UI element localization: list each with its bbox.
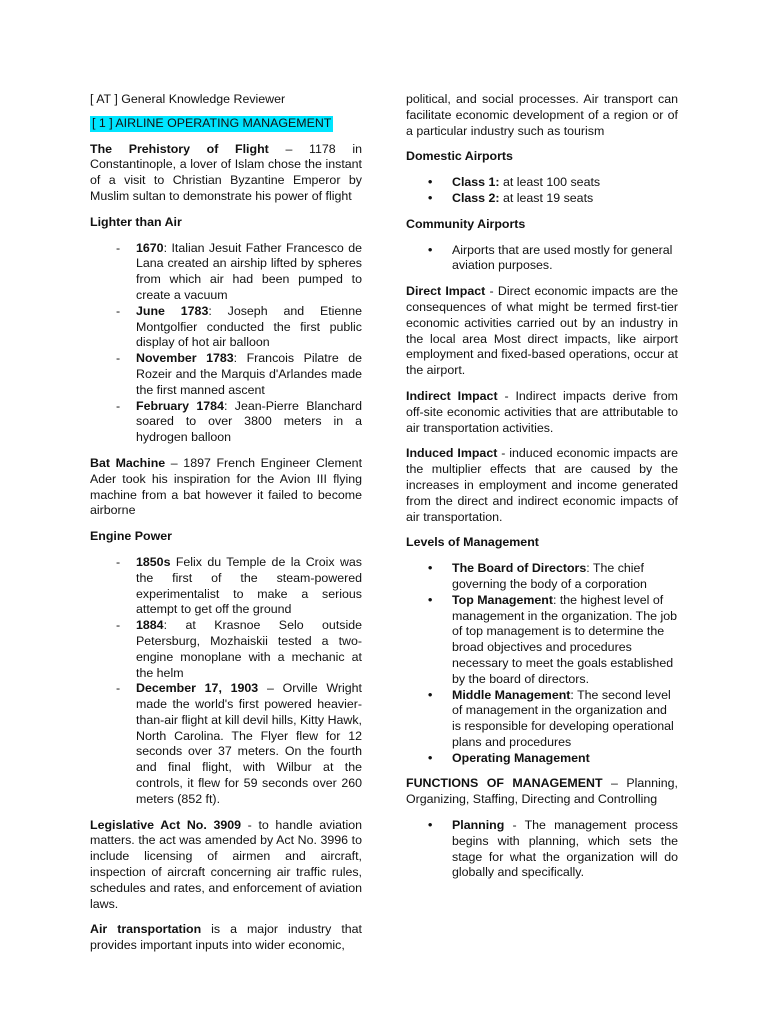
indirect-impact-text: - Indirect impacts derive from off-site economic activities that are attributable to air transportation activities. [406,388,678,435]
item-term: Planning [452,818,505,833]
item-term: June 1783 [136,303,209,318]
air-transport-paragraph [90,922,362,954]
engine-power-list [90,555,362,808]
list-item [406,561,678,593]
functions-text: – Planning, Organizing, Staffing, Directing and Controlling [406,776,678,807]
item-text: at least 19 seats [499,190,594,205]
item-term: 1850s [136,554,171,569]
indirect-impact-term: Indirect Impact [406,388,498,403]
domestic-airports-heading: Domestic Airports [406,149,513,164]
list-item [406,751,678,767]
item-term: Class 1: [452,175,500,190]
air-transport-continued: political, and social processes. Air transport can facilitate economic development of a region or of a particular industry such as tourism [406,92,678,138]
levels-of-management-list [406,561,678,766]
item-text: : at Krasnoe Selo outside Petersburg, Mozhaiskii tested a two-engine monoplane with a mechanic at the helm [136,618,362,680]
item-text: Felix du Temple de la Croix was the first of the steam-powered experimentalist to make a serious attempt to get off the ground [136,554,362,617]
list-item [90,555,362,618]
list-item [406,191,678,207]
list-item [90,241,362,304]
indirect-impact-paragraph [406,389,678,436]
list-item [90,304,362,351]
document-title: [ AT ] General Knowledge Reviewer [90,92,286,106]
lighter-than-air-heading: Lighter than Air [90,214,182,229]
legislative-term: Legislative Act No. 3909 [90,817,242,832]
item-text: : Jean-Pierre Blanchard soared to over 3800 meters in a hydrogen balloon [136,398,363,445]
list-item [406,243,678,275]
item-term: November 1783 [136,351,234,366]
section-title: [ 1 ] AIRLINE OPERATING MANAGEMENT [92,115,332,130]
list-item [406,688,678,751]
direct-impact-text: - Direct economic impacts are the consequences of what might be termed first-tier economic activities carried out by an industry in the local area Most direct impacts, like airport employment and fixed-based operations, occur at the airport. [406,284,678,378]
list-item [90,681,362,807]
left-column [90,92,362,964]
induced-impact-paragraph [406,446,678,525]
functions-paragraph [406,776,678,808]
lighter-than-air-list [90,241,362,446]
right-column [406,92,678,891]
item-term: Class 2: [452,190,500,205]
levels-of-management-heading: Levels of Management [406,535,539,550]
item-term: Middle Management [452,687,571,702]
item-term: Operating Management [452,750,590,765]
item-text: at least 100 seats [499,175,601,190]
item-term: The Board of Directors [452,561,587,576]
induced-impact-term: Induced Impact [406,446,498,461]
legislative-text: - to handle aviation matters. the act was amended by Act No. 3996 to include licensing of airmen and aircraft, inspection of aircraft concerning air traffic rules, schedules and rates, and enforcement of aviation laws. [90,817,362,911]
item-term: 1884 [136,618,164,633]
functions-term: FUNCTIONS OF MANAGEMENT [406,776,603,791]
item-term: Top Management [452,592,553,607]
prehistory-paragraph [90,142,362,205]
item-text: : the highest level of management in the organization. The job of top management is to determine the broad objectives and procedures necessary to meet the goals established by the board of directors. [452,592,678,686]
bat-machine-term: Bat Machine [90,455,166,470]
air-transport-term: Air transportation [90,922,202,937]
list-item [90,618,362,681]
list-item [90,399,362,446]
item-text: - The management process begins with planning, which sets the stage for what the organization will do globally and specifically. [452,818,678,880]
legislative-paragraph [90,818,362,913]
community-airports-list [406,243,678,275]
item-text: – Orville Wright made the world's first powered heavier-than-air flight at kill devil hills, Kitty Hawk, North Carolina. The Flyer flew for 12 seconds over 37 meters. On the fourth and final flight, with Wilbur at the controls, it flew for 59 seconds over 260 meters (852 ft). [136,681,362,806]
induced-impact-text: - induced economic impacts are the multiplier effects that are caused by the increases in employment and income generated from the direct and indirect economic impacts of air transportation. [406,446,678,524]
list-item [406,175,678,191]
item-term: 1670 [136,240,164,255]
item-term: February 1784 [136,398,224,413]
item-text: Airports that are used mostly for general aviation purposes. [452,242,673,273]
item-text: : Francois Pilatre de Rozeir and the Marquis d'Arlandes made the first manned ascent [136,351,362,397]
list-item [406,593,678,688]
item-term: December 17, 1903 [136,681,259,696]
item-text: : Italian Jesuit Father Francesco de Lana created an airship lifted by spheres from which air had been pumped to create a vacuum [136,240,362,302]
air-transport-text-left: is a major industry that provides important inputs into wider economic, [90,922,362,953]
bat-machine-text: – 1897 French Engineer Clement Ader took his inspiration for the Avion III flying machine from a bat however it failed to become airborne [90,455,363,518]
direct-impact-paragraph [406,284,678,379]
bat-machine-paragraph [90,456,362,519]
domestic-airports-list [406,175,678,207]
engine-power-heading: Engine Power [90,529,172,544]
item-text: : The chief governing the body of a corporation [452,561,647,591]
prehistory-term: The Prehistory of Flight [90,141,269,156]
direct-impact-term: Direct Impact [406,284,486,299]
community-airports-heading: Community Airports [406,216,526,231]
list-item [90,351,362,398]
item-text: : Joseph and Etienne Montgolfier conducted the first public display of hot air balloon [136,303,362,350]
list-item [406,818,678,881]
item-text: : The second level of management in the organization and is responsible for developing operational plans and procedures [452,687,674,749]
prehistory-text: – 1178 in Constantinople, a lover of Islam chose the instant of a visit to Christian Byzantine Emperor by Muslim sultan to demonstrate his power of flight [90,141,362,203]
functions-list [406,818,678,881]
